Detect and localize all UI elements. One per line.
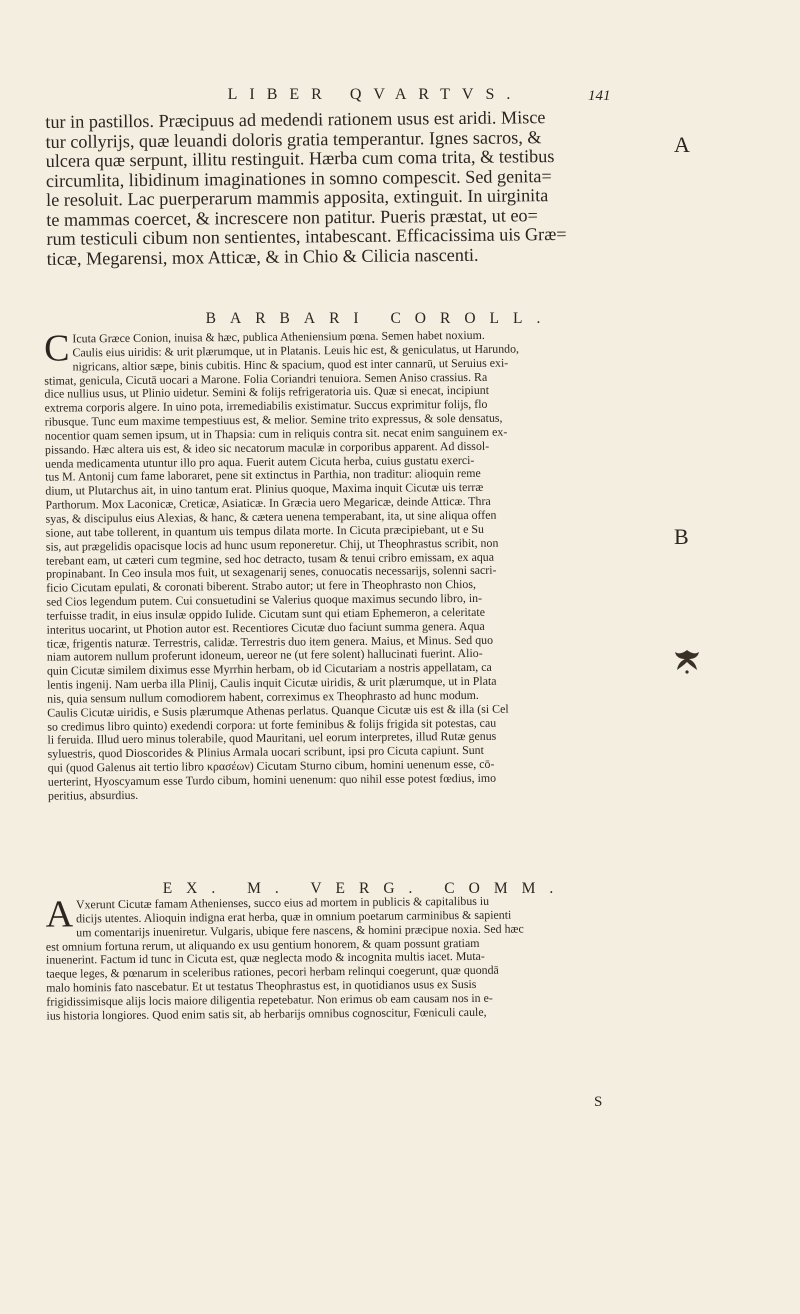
text-line: taeque leges, & pœnarum in sceleribus rationes, pecori herbam relinqui coegerunt, quæ quondā (46, 962, 499, 981)
text-line: tur collyrijs, quæ leuandi doloris gratia temperantur. Ignes sacros, & (45, 126, 542, 152)
text-line: Caulis Cicutæ uiridis, e Susis plærumque Athenas perlatus. Quanque Cicutæ uis est & illa (si Cel (47, 701, 509, 720)
text-line: li feruida. Illud uero minus tolerabile, quod Mauritani, uel eorum interpretes, illud Rutæ genus (47, 729, 497, 748)
text-line: uerterint, Hyoscyamum esse Turdo cibum, homini uenenum: quo nihil esse potest fœdius, imo (47, 770, 497, 789)
text-line: sed Cios legendum putem. Cui consuetudini se Valerius quoque maximus secundo libro, in- (46, 590, 483, 609)
text-line: dice nullius usus, ut Plinio uidetur. Semini & folijs refrigeratoria uis. Quæ si enecat, incipiunt (44, 383, 490, 402)
text-line: um comentarijs inueniretur. Vulgaris, ubique fere nascens, & homini præcipue noxia. Sed hæc (76, 921, 524, 940)
text-line: sione, aut tabe tollerent, in quantum uis tempus dilata morte. In Cicuta præcipiebant, ut e Su (45, 521, 484, 540)
folio-number: 141 (588, 88, 611, 104)
text-line: syas, & discipulus eius Alexias, & hanc, & cætera uenena temperabant, ita, ut sine aliqua offen (45, 507, 497, 526)
text-line: dium, ut Plutarchus ait, in uino tantum erat. Plinius quoque, Maxima inquit Cicutæ uis terræ (45, 480, 484, 498)
text-line: nigricans, altior sæpe, binis cubitis. Hinc & spacium, quod est inter cannarū, ut Seruius exi- (72, 355, 509, 374)
text-line: rum testiculi cibum non sentientes, intabescant. Efficacissima uis Græ= (46, 223, 567, 249)
text-line: Parthorum. Mox Laconicæ, Creticæ, Asiaticæ. In Græcia uero Megaricæ, deinde Atticæ. Thra (45, 493, 491, 512)
main-text (45, 107, 658, 269)
text-line: frigidissimisque alijs locis maiore diligentia repetebatur. Non erimus ob eam causam nos in e- (46, 990, 493, 1009)
running-head: LIBER QVARTVS. (227, 86, 523, 103)
text-line: Caulis eius uiridis: & urit plærumque, ut in Platanis. Leuis hic est, & geniculatus, ut Harundo, (72, 341, 520, 360)
text-line: pissando. Hæc altera uis est, & ideo sic necatorum maculæ in corporibus apparent. Ad dissol- (44, 438, 490, 457)
fleuron-ornament-icon (672, 648, 702, 674)
text-line: Icuta Græce Conion, inuisa & hæc, publica Atheniensium pœna. Semen habet noxium. (72, 327, 485, 346)
margin-letter-b: B (674, 524, 689, 549)
text-line: ticæ, frigentis naturæ. Terrestris, calidæ. Terrestris duo item genera. Maius, et Minus. Sed quo (46, 632, 494, 651)
text-line: nis, quia sensum nullum comodiorem habent, correximus ex Theophrasto ad hunc modum. (47, 687, 479, 706)
text-line: niam autorem nullum proferunt idoneum, uereor ne (ut fere solent) hallucinati fuerint. Alio- (46, 646, 483, 665)
text-line: ribusque. Tunc eum maxime tempestiuus est, & melior. Semine trito expressus, & sole densatus, (44, 410, 503, 429)
text-line: nocentior quam semen ipsum, ut in Thapsia: cum in reliquis contra sit. necat enim sanguinem ex- (44, 424, 508, 443)
text-line: uenda medicamenta utuntur illo pro aqua. Fuerit autem Cicuta herba, cuius gustatu exerci- (45, 452, 475, 471)
text-line: so credimus libro quinto) exedendi corpora: ut forte feminibus & folijs frigida sit potestas, cau (47, 715, 497, 734)
text-line: interitus uocarint, ut Photion autor est. Recentiores Cicutæ duo faciunt summa genera. Aqua (46, 618, 485, 637)
text-line: ticæ, Megarensi, mox Atticæ, & in Chio & Cilicia nascenti. (46, 244, 479, 269)
text-line: terfuisse tradit, in eius insulæ oppido Iulide. Cicutam sunt qui etiam Ephemeron, a celeritate (46, 604, 486, 623)
text-line: ficio Cicutam epulati, & coronati biberent. Strabo autor; ut fere in Theophrasto non Chios, (46, 577, 476, 595)
text-line: stimat, genicula, Cicutā uocari a Marone. Folia Coriandri tenuiora. Semen Aniso crassius. Ra (44, 369, 488, 388)
text-line: tur in pastillos. Præcipuus ad medendi rationem usus est aridi. Misce (45, 107, 546, 132)
text-line: inuenerint. Factum id tunc in Cicuta est, quæ neglecta modo & incognita multis iacet. Muta- (45, 949, 485, 968)
text-line: extrema corporis algere. In uino pota, irremediabilis existimatur. Succus exprimitur folijs, flo (44, 397, 488, 415)
text-line: lentis ingenij. Nam uerba illa Plinij, Caulis inquit Cicutæ uiridis, & urit plærumque, ut in Plata (46, 673, 497, 692)
drop-initial: C (43, 327, 70, 370)
text-line: qui (quod Galenus ait tertio libro κρασέων) Cicutam Sturno cibum, homini uenenum esse, cō- (47, 756, 495, 775)
commentary-verg (45, 893, 658, 1023)
text-line: le resoluit. Lac puerperarum mammis apposita, extinguit. In uirginita (46, 185, 549, 210)
margin-letter-a: A (674, 132, 690, 157)
text-line: ulcera quæ serpunt, illitu restinguit. Hærba cum coma trita, & testibus (45, 146, 555, 171)
text-line: te mammas coercet, & increscere non patitur. Pueris præstat, ut eo= (46, 204, 538, 230)
commentary-barbari (44, 327, 660, 803)
text-line: est omnium fortuna rerum, ut aliquando ex usu gentium honorem, & quam possunt gratiam (45, 935, 480, 954)
text-line: peritius, absurdius. (47, 787, 139, 803)
text-line: Vxerunt Cicutæ famam Athenienses, succo eius ad mortem in publicis & capitalibus iu (75, 893, 490, 912)
text-line: malo hominis fato nascebatur. Et ut testatus Theophrastus est, in quotidianos usus ex Susis (46, 976, 477, 995)
text-line: quin Cicutæ similem diximus esse Myrrhin herbam, ob id Cicutariam a nostris appellatam, ca (46, 660, 492, 678)
section-heading-verg: EX. M. VERG. COMM. (162, 880, 568, 897)
text-line: syluestris, quod Dioscorides & Plinius Armala uocari scribunt, ipsi pro Cicuta capiunt. Sunt (47, 743, 484, 761)
drop-initial: A (45, 893, 74, 936)
text-line: terebant eam, ut cæteri cum tegmine, sed hoc detracto, tusam & tenui cribro emissam, ex aqua (45, 549, 495, 568)
text-line: sis, aut prægelidis opacisque locis ad hunc usum reponeretur. Chij, ut Theophrastus scribit, non (45, 535, 499, 554)
text-line: propinabant. In Ceo insula mos fuit, ut sexagenarij senes, conuocatis necessarijs, solenni sacri- (46, 563, 497, 582)
text-line: dicijs utentes. Alioquin indigna erat herba, quæ in omnium poetarum carminibus & sapienti (76, 907, 512, 926)
text-line: circumlita, libidinum imaginationes in somno compescit. Sed genita= (45, 165, 552, 191)
catchword: S (594, 1094, 603, 1110)
text-line: ius historia longiores. Quod enim satis sit, ab herbarijs omnibus cognoscitur, Fœniculi caule, (46, 1004, 487, 1023)
text-line: tus M. Antonij cum fame laboraret, pene sit extinctus in Parthia, non traditur: alioquin reme (45, 466, 481, 485)
section-heading-barbari: BARBARI COROLL. (205, 310, 555, 327)
